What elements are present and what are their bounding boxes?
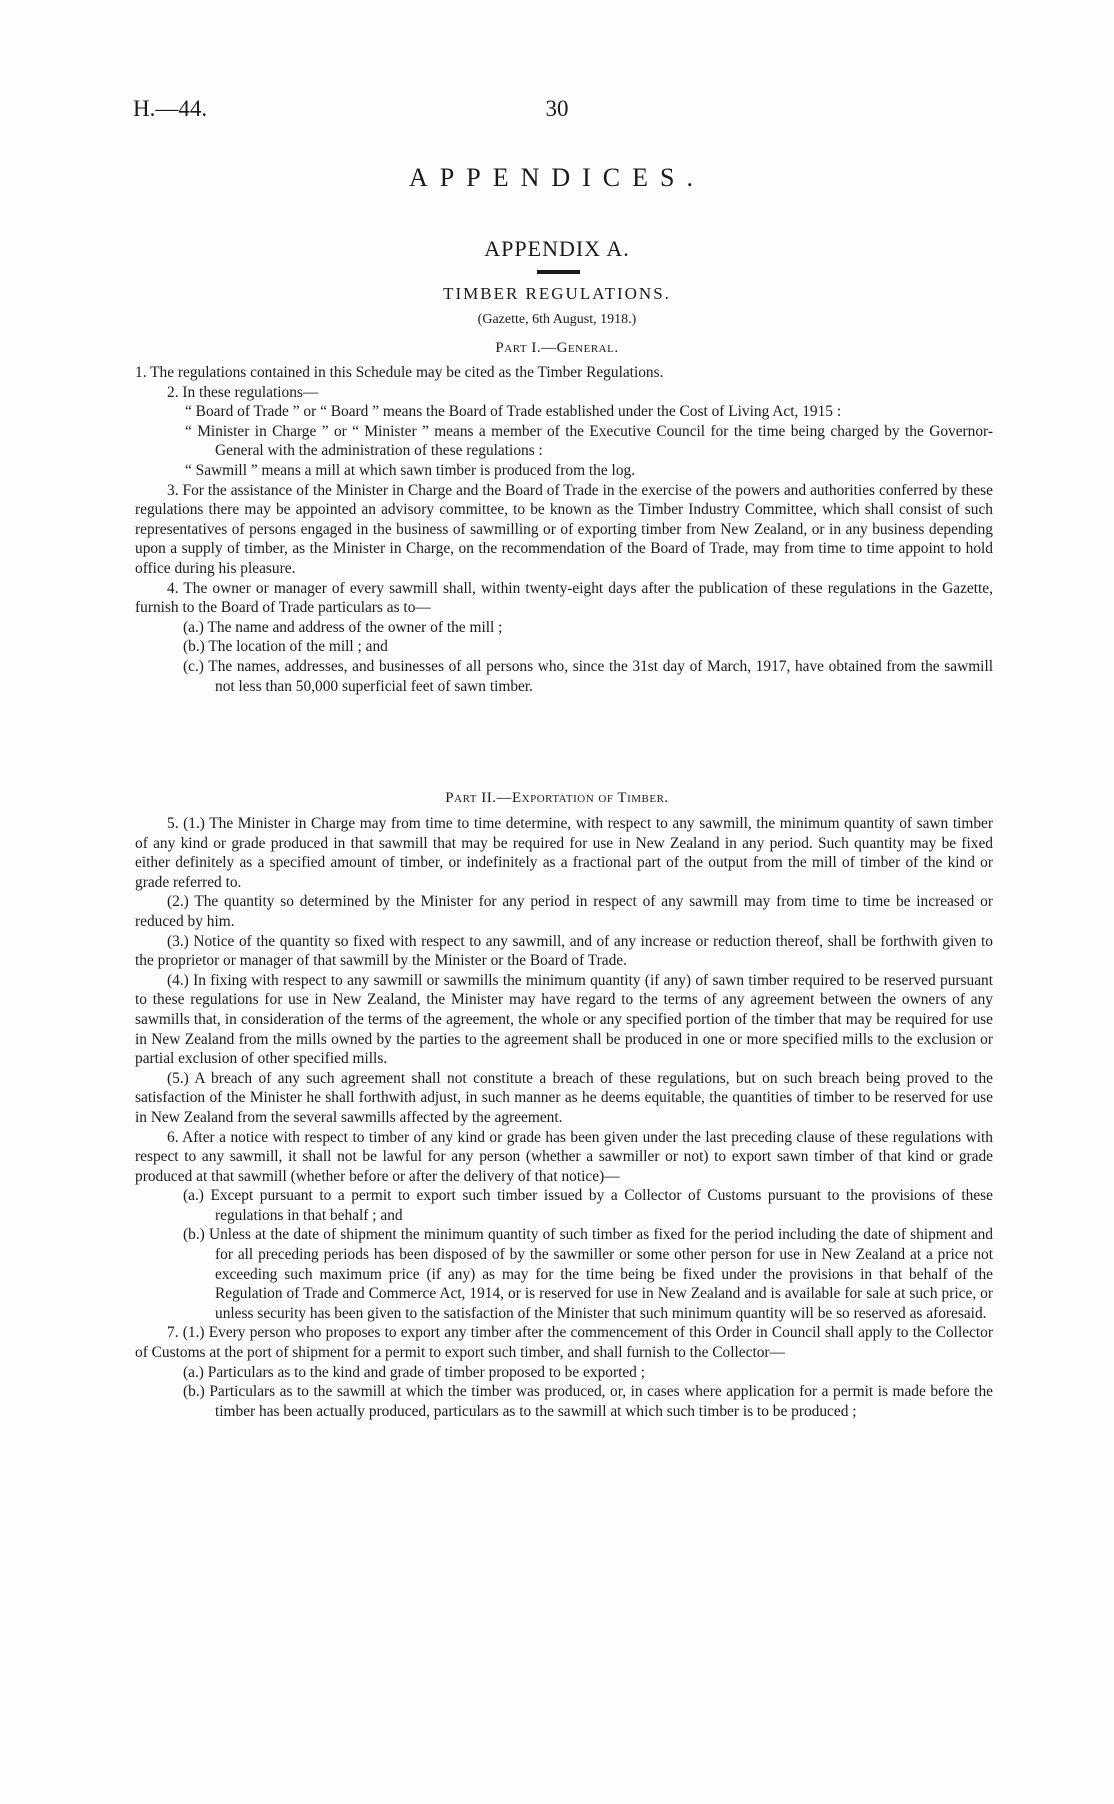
appendices-title: APPENDICES. (409, 163, 705, 192)
para-5-1: 5. (1.) The Minister in Charge may from time to time determine, with respect to any sawmill, the minimum quantity of sawn timber of any kind or grade produced in that sawmill that may be required for use in New Zealand in any period. Such quantity may be fixed either definitely as a specified amount of timber, or indefinitely as a fractional part of the output from the mill of timber of the kind or grade referred to. (135, 815, 993, 891)
part1-body (135, 363, 993, 696)
para-6: 6. After a notice with respect to timber of any kind or grade has been given under the last preceding clause of these regulations with respect to any sawmill, it shall not be lawful for any person (whether a sawmiller or not) to export sawn timber of that kind or grade produced at that sawmill (whether before or after the delivery of that notice)— (135, 1128, 993, 1185)
page-number: 30 (545, 96, 569, 121)
definition-sawmill: “ Sawmill ” means a mill at which sawn timber is produced from the log. (185, 461, 636, 479)
part2-body (135, 814, 993, 1421)
para-5-5: (5.) A breach of any such agreement shall not constitute a breach of these regulations, but on such breach being proved to the satisfaction of the Minister he shall forthwith adjust, in such manner as he deems equitable, the quantities of timber to be reserved for use in New Zealand from the several sawmills affected by the agreement. (135, 1069, 993, 1126)
heading-rule (537, 270, 580, 274)
para-1: 1. The regulations contained in this Schedule may be cited as the Timber Regulations. (135, 364, 664, 381)
para-6-item-a: (a.) Except pursuant to a permit to export such timber issued by a Collector of Customs pursuant to the provisions of these regulations in that behalf ; and (183, 1187, 993, 1224)
definition-minister: “ Minister in Charge ” or “ Minister ” means a member of the Executive Council for the time being charged by the Governor-General with the administration of these regulations : (185, 422, 993, 460)
para-7-item-a: (a.) Particulars as to the kind and grade of timber proposed to be exported ; (183, 1363, 646, 1381)
para-5-4: (4.) In fixing with respect to any sawmill or sawmills the minimum quantity (if any) of sawn timber required to be reserved pursuant to these regulations for use in New Zealand, the Minister may have regard to the terms of any agreement between the owners of any sawmills that, in consideration of the terms of the agreement, the whole or any specified portion of the timber that may be required for use in New Zealand from the mills owned by the parties to the agreement shall be produced in one or more specified mills to the exclusion or partial exclusion of other specified mills. (135, 971, 993, 1068)
para-7-item-b: (b.) Particulars as to the sawmill at which the timber was produced, or, in cases where application for a permit is made before the timber has been actually produced, particulars as to the sawmill at which such timber is to be produced ; (183, 1383, 993, 1420)
para-4-item-a: (a.) The name and address of the owner of the mill ; (183, 618, 503, 636)
part1-heading: Part I.—General. (495, 340, 619, 356)
para-3: 3. For the assistance of the Minister in Charge and the Board of Trade in the exercise of the powers and authorities conferred by these regulations there may be appointed an advisory committee, to be known as the Timber Industry Committee, which shall consist of such representatives of persons engaged in the business of sawmilling or of exporting timber from New Zealand, or in any business depending upon a supply of timber, as the Minister in Charge, on the recommendation of the Board of Trade, may from time to time appoint to hold office during his pleasure. (135, 481, 993, 577)
para-5-3: (3.) Notice of the quantity so fixed with respect to any sawmill, and of any increase or reduction thereof, shall be forthwith given to the proprietor or manager of that sawmill by the Minister or the Board of Trade. (135, 932, 993, 970)
para-4-item-b: (b.) The location of the mill ; and (183, 638, 388, 656)
regulations-title: TIMBER REGULATIONS. (443, 284, 671, 303)
para-6-item-b: (b.) Unless at the date of shipment the minimum quantity of such timber as fixed for the period including the date of shipment and for all preceding periods has been disposed of by the sawmiller or some other person for use in New Zealand at a price not exceeding such maximum price (if any) as may for the time being be fixed under the provisions in that behalf of the Regulation of Trade and Commerce Act, 1914, or is reserved for use in New Zealand and is available for sale at such price, or unless security has been given to the satisfaction of the Minister that such minimum quantity will be so reserved as aforesaid. (183, 1226, 993, 1322)
appendix-heading: APPENDIX A. (484, 236, 630, 261)
header-reference: H.—44. (133, 96, 208, 121)
definition-board: “ Board of Trade ” or “ Board ” means the Board of Trade established under the Cost of Living Act, 1915 : (185, 403, 842, 421)
part2-heading: Part II.—Exportation of Timber. (445, 790, 669, 806)
para-2: 2. In these regulations— (167, 383, 319, 401)
gazette-reference (0, 312, 1114, 328)
gazette-text: (Gazette, 6th August, 1918.) (477, 312, 637, 327)
para-7-1: 7. (1.) Every person who proposes to export any timber after the commencement of this Order in Council shall apply to the Collector of Customs at the port of shipment for a permit to export such timber, and shall furnish to the Collector— (135, 1324, 993, 1362)
para-4-item-c: (c.) The names, addresses, and businesses of all persons who, since the 31st day of March, 1917, have obtained from the sawmill not less than 50,000 superficial feet of sawn timber. (183, 657, 993, 695)
para-5-2: (2.) The quantity so determined by the Minister for any period in respect of any sawmill may from time to time be increased or reduced by him. (135, 893, 993, 930)
para-4: 4. The owner or manager of every sawmill shall, within twenty-eight days after the publication of these regulations in the Gazette, furnish to the Board of Trade particulars as to— (135, 579, 993, 617)
